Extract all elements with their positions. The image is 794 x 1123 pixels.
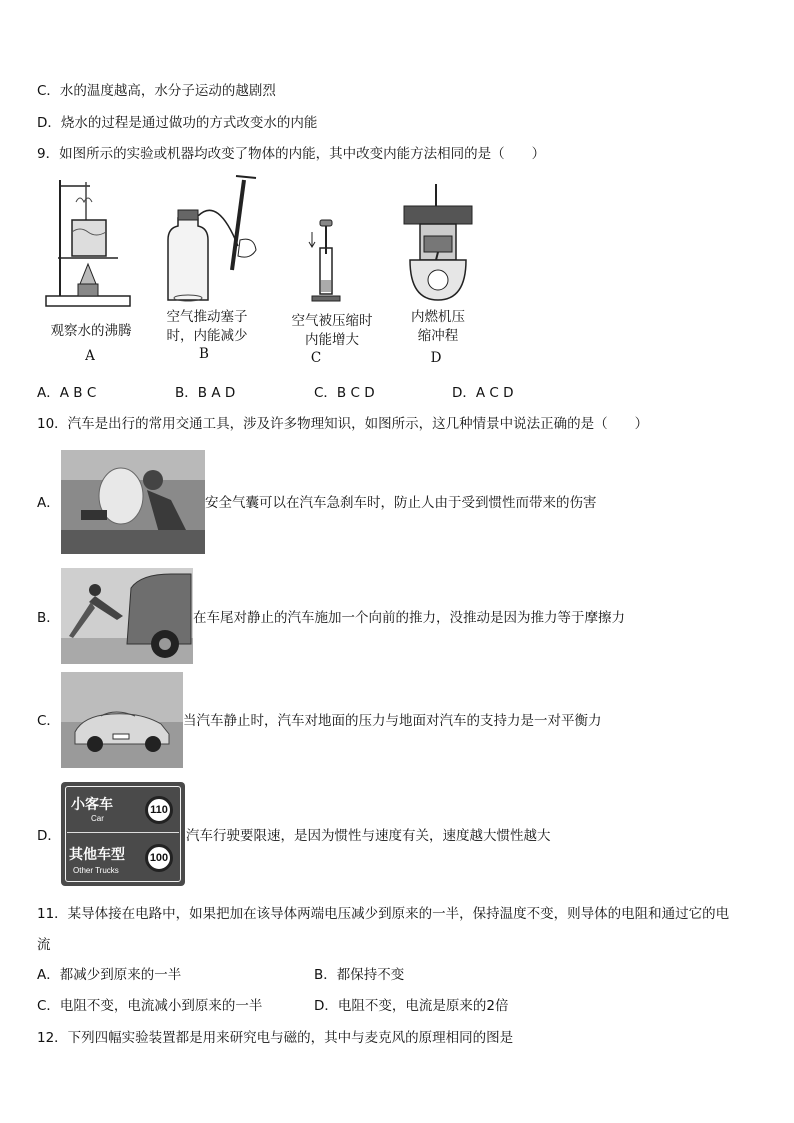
q9-figure-a xyxy=(40,172,140,312)
q9-option-c: C．B C D xyxy=(314,385,375,401)
engine-compression-stroke-image xyxy=(398,184,478,304)
q10-option-c-label: C． xyxy=(37,713,60,729)
caption-line: 空气被压缩时 xyxy=(291,313,373,329)
caption-line: 内燃机压 xyxy=(411,309,465,325)
q9-figure-c xyxy=(304,218,348,308)
q10-option-b-text: 在车尾对静止的汽车施加一个向前的推力，没推动是因为推力等于摩擦力 xyxy=(193,610,625,626)
sign-row1-english: Car xyxy=(91,814,104,823)
q9-option-d: D．A C D xyxy=(452,385,514,401)
air-compression-syringe-image xyxy=(304,218,348,308)
sports-car-image xyxy=(61,672,183,768)
sign-row2-chinese: 其他车型 xyxy=(69,847,125,863)
q9-option-a: A．A B C xyxy=(37,385,97,401)
q10-option-b-label: B． xyxy=(37,610,60,626)
q8-option-c: C．水的温度越高，水分子运动的越剧烈 xyxy=(37,83,276,99)
q11-option-c: C．电阻不变，电流减小到原来的一半 xyxy=(37,998,263,1014)
airbag-photo xyxy=(61,450,205,554)
boiling-water-apparatus-image xyxy=(40,172,140,312)
q10-stem: 10．汽车是出行的常用交通工具，涉及许多物理知识，如图所示，这几种情景中说法正确的是（ ） xyxy=(37,416,649,432)
q10-option-a-label: A． xyxy=(37,495,60,511)
q10-option-a-text: 安全气囊可以在汽车急刹车时，防止人由于受到惯性而带来的伤害 xyxy=(205,495,597,511)
q9-figure-a-caption xyxy=(36,322,146,341)
q11-stem-line2: 流 xyxy=(37,937,51,953)
q10-option-d-text: 汽车行驶要限速，是因为惯性与速度有关，速度越大惯性越大 xyxy=(186,828,551,844)
q12-stem: 12．下列四幅实验装置都是用来研究电与磁的，其中与麦克风的原理相同的图是 xyxy=(37,1030,514,1046)
caption-line: 缩冲程 xyxy=(417,328,459,344)
q8-option-d: D．烧水的过程是通过做功的方式改变水的内能 xyxy=(37,115,318,131)
caption-line: 空气推动塞子 xyxy=(166,309,248,325)
q9-figure-b-caption xyxy=(152,308,262,346)
q11-option-d: D．电阻不变，电流是原来的2倍 xyxy=(314,998,509,1014)
push-car-image xyxy=(61,568,193,664)
airbag-image xyxy=(61,450,205,554)
q11-option-a: A．都减少到原来的一半 xyxy=(37,967,182,983)
sports-car-photo xyxy=(61,672,183,768)
q11-option-b: B．都保持不变 xyxy=(314,967,405,983)
q9-figure-b xyxy=(158,170,278,310)
sign-row1-limit: 110 xyxy=(145,796,173,824)
q10-option-c-text: 当汽车静止时，汽车对地面的压力与地面对汽车的支持力是一对平衡力 xyxy=(183,713,602,729)
caption-line: 内能增大 xyxy=(305,332,359,348)
bottle-pump-image xyxy=(158,170,278,310)
speed-limit-sign xyxy=(61,782,185,886)
q9-figure-a-letter: A xyxy=(85,348,95,364)
q9-stem: 9．如图所示的实验或机器均改变了物体的内能，其中改变内能方法相同的是（ ） xyxy=(37,146,546,162)
q9-figure-c-letter: C xyxy=(310,350,322,366)
sign-row1-chinese: 小客车 xyxy=(71,797,113,813)
q9-option-b: B．B A D xyxy=(175,385,236,401)
q9-figure-d-caption xyxy=(396,308,480,346)
q11-stem-line1: 11．某导体接在电路中，如果把加在该导体两端电压减少到原来的一半，保持温度不变，则导体的电阻和通过它的电 xyxy=(37,906,730,922)
q10-option-d-label: D． xyxy=(37,828,61,844)
sign-divider xyxy=(67,832,179,833)
q9-figure-d xyxy=(398,184,478,304)
sign-row2-limit: 100 xyxy=(145,844,173,872)
caption-line: 时，内能减少 xyxy=(166,328,248,344)
caption-line: 观察水的沸腾 xyxy=(50,323,132,339)
sign-row2-english: Other Trucks xyxy=(73,866,119,875)
q9-figure-d-letter: D xyxy=(430,350,442,366)
push-car-photo xyxy=(61,568,193,664)
q9-figure-b-letter: B xyxy=(199,346,209,362)
q9-figure-c-caption xyxy=(282,312,382,350)
